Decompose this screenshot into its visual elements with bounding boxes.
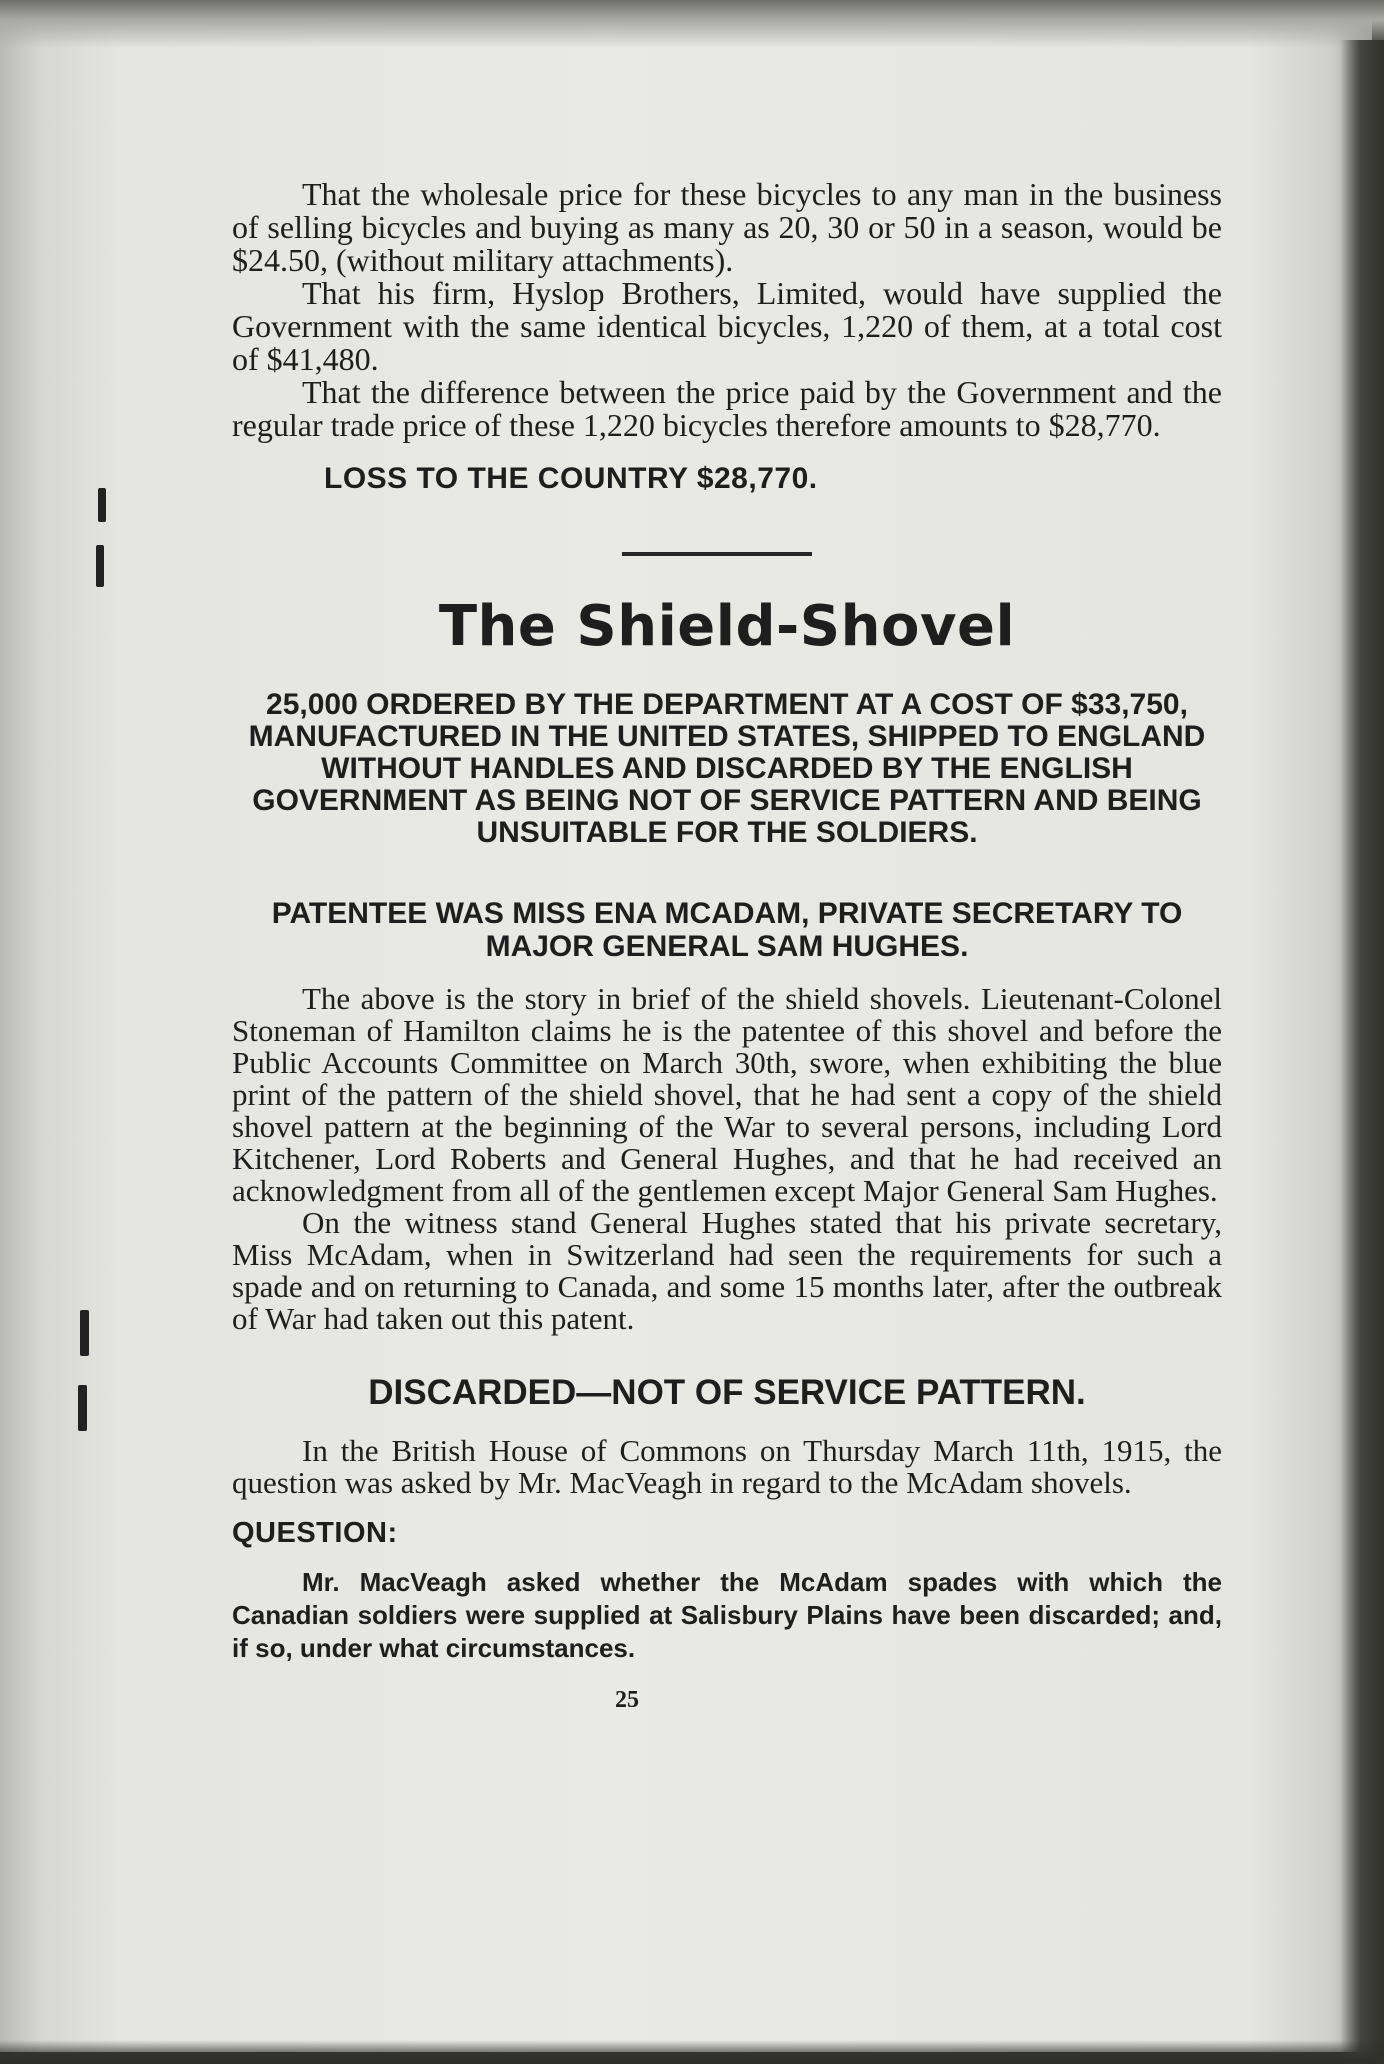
question-text xyxy=(232,1566,1222,1665)
subheading: 25,000 ORDERED BY THE DEPARTMENT AT A COST OF $33,750, MANUFACTURED IN THE UNITED STATES, SHIPPED TO ENGLAND WITHOUT HANDLES AND DISCARDED BY THE ENGLISH GOVERNMENT AS BEING NOT OF SERVICE PATTERN AND BEING UNSUITABLE FOR THE SOLDIERS. xyxy=(248,688,1206,849)
page-right-edge xyxy=(1340,40,1384,2064)
page-content xyxy=(232,178,1222,1714)
page-number: 25 xyxy=(615,1687,639,1713)
section-heading: DISCARDED—NOT OF SERVICE PATTERN. xyxy=(368,1373,1086,1412)
loss-statement: LOSS TO THE COUNTRY $28,770. xyxy=(324,462,818,495)
page-bottom-edge xyxy=(0,2040,1384,2064)
paragraph: That his firm, Hyslop Brothers, Limited, would have supplied the Government with the same identical bicycles, 1,220 of them, at a total cost of $41,480. xyxy=(232,275,1222,377)
paragraph: On the witness stand General Hughes stated that his private secretary, Miss McAdam, when in Switzerland had seen the requirements for such a spade and on returning to Canada, and some 15 months later, after the outbreak of War had taken out this patent. xyxy=(232,1205,1222,1336)
paragraph: That the difference between the price paid by the Government and the regular trade price of these 1,220 bicycles therefore amounts to $28,770. xyxy=(232,374,1222,443)
paragraph: The above is the story in brief of the shield shovels. Lieutenant-Colonel Stoneman of Hamilton claims he is the patentee of this shovel and before the Public Accounts Committee on March 30th, swore, when exhibiting the blue print of the pattern of the shield shovel, that he had sent a copy of the shield shovel pattern at the beginning of the War to several persons, including Lord Kitchener, Lord Roberts and General Hughes, and that he had received an acknowledgment from all of the gentlemen except Major General Sam Hughes. xyxy=(232,981,1222,1208)
bicycle-findings xyxy=(232,178,1222,442)
binding-mark xyxy=(98,488,106,522)
binding-mark xyxy=(80,1310,89,1356)
question-label: QUESTION: xyxy=(232,1517,398,1549)
paragraph: In the British House of Commons on Thursday March 11th, 1915, the question was asked by Mr. MacVeagh in regard to the McAdam shovels. xyxy=(232,1433,1222,1500)
paragraph: Mr. MacVeagh asked whether the McAdam spades with which the Canadian soldiers were supplied at Salisbury Plains have been discarded; and, if so, under what circumstances. xyxy=(232,1567,1222,1663)
page-title: The Shield-Shovel xyxy=(438,594,1016,659)
binding-mark xyxy=(78,1385,87,1431)
shovel-story xyxy=(232,983,1222,1335)
page-top-shadow xyxy=(0,0,1384,48)
subheading: PATENTEE WAS MISS ENA MCADAM, PRIVATE SECRETARY TO MAJOR GENERAL SAM HUGHES. xyxy=(271,897,1183,963)
commons-paragraph xyxy=(232,1435,1222,1499)
section-divider xyxy=(622,552,812,556)
paragraph: That the wholesale price for these bicycles to any man in the business of selling bicycles and buying as many as 20, 30 or 50 in a season, would be $24.50, (without military attachments). xyxy=(232,176,1222,278)
binding-mark xyxy=(96,545,104,587)
